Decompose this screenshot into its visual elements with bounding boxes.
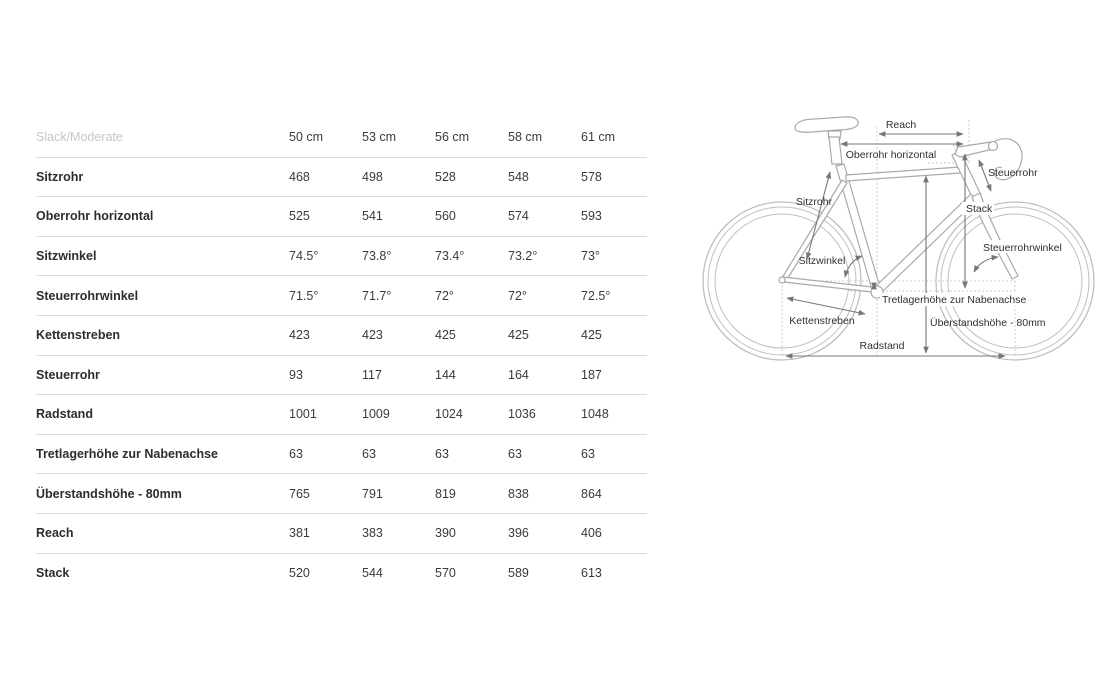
value-cell: 765: [289, 486, 310, 501]
value-cell: 406: [581, 526, 602, 541]
diagram-label-oberrohr: Oberrohr horizontal: [845, 149, 937, 161]
value-cell: 71.5°: [289, 288, 319, 303]
diagram-label-ueberstandshoehe: Überstandshöhe - 80mm: [930, 317, 1046, 329]
value-cell: 525: [289, 209, 310, 224]
value-cell: 578: [581, 169, 602, 184]
diagram-label-tretlagerhoehe: Tretlagerhöhe zur Nabenachse: [882, 294, 1027, 306]
row-label: Steuerrohr: [36, 367, 100, 382]
table-row: [36, 395, 647, 435]
value-cell: 425: [581, 328, 602, 343]
diagram-label-steuerrohr: Steuerrohr: [988, 167, 1038, 179]
value-cell: 593: [581, 209, 602, 224]
diagram-label-steuerrohrwinkel: Steuerrohrwinkel: [983, 242, 1062, 254]
table-row: [36, 276, 647, 316]
value-cell: 381: [289, 526, 310, 541]
value-cell: 144: [435, 367, 456, 382]
table-row: [36, 237, 647, 277]
row-label: Überstandshöhe - 80mm: [36, 486, 182, 501]
table-row: [36, 474, 647, 514]
column-header-58cm: 58 cm: [508, 130, 543, 145]
value-cell: 548: [508, 169, 529, 184]
value-cell: 613: [581, 566, 602, 581]
value-cell: 560: [435, 209, 456, 224]
value-cell: 71.7°: [362, 288, 392, 303]
table-row: [36, 158, 647, 198]
value-cell: 72°: [508, 288, 527, 303]
value-cell: 74.5°: [289, 249, 319, 264]
value-cell: 72.5°: [581, 288, 611, 303]
chain-stay-icon: [783, 277, 872, 292]
seatpost-icon: [829, 137, 842, 164]
value-cell: 396: [508, 526, 529, 541]
value-cell: 117: [362, 367, 382, 382]
value-cell: 63: [435, 447, 449, 462]
value-cell: 63: [362, 447, 376, 462]
value-cell: 73.4°: [435, 249, 465, 264]
steuerrohrwinkel-arc: [974, 257, 998, 272]
column-header-61cm: 61 cm: [581, 130, 616, 145]
value-cell: 468: [289, 169, 310, 184]
value-cell: 164: [508, 367, 529, 382]
value-cell: 383: [362, 526, 383, 541]
value-cell: 498: [362, 169, 383, 184]
value-cell: 838: [508, 486, 529, 501]
table-row: [36, 197, 647, 237]
value-cell: 425: [508, 328, 529, 343]
head-tube-icon: [952, 151, 981, 199]
value-cell: 541: [362, 209, 383, 224]
value-cell: 73.2°: [508, 249, 538, 264]
value-cell: 1001: [289, 407, 317, 422]
value-cell: 73.8°: [362, 249, 392, 264]
value-cell: 570: [435, 566, 456, 581]
row-label: Stack: [36, 566, 70, 581]
table-row: [36, 514, 647, 554]
value-cell: 589: [508, 566, 529, 581]
diagram-label-radstand: Radstand: [859, 340, 905, 352]
value-cell: 93: [289, 367, 303, 382]
value-cell: 63: [581, 447, 595, 462]
table-row: [36, 554, 647, 594]
label-backgrounds: [880, 202, 1061, 306]
value-cell: 73°: [581, 249, 600, 264]
row-label: Sitzwinkel: [36, 249, 97, 264]
saddle-icon: [795, 117, 858, 132]
value-cell: 1024: [435, 407, 463, 422]
value-cell: 187: [581, 367, 602, 382]
value-cell: 520: [289, 566, 310, 581]
value-cell: 864: [581, 486, 602, 501]
row-label: Radstand: [36, 407, 93, 422]
value-cell: 1009: [362, 407, 390, 422]
value-cell: 528: [435, 169, 456, 184]
diagram-label-sitzwinkel: Sitzwinkel: [798, 255, 846, 267]
value-cell: 63: [508, 447, 522, 462]
value-cell: 63: [289, 447, 303, 462]
table-corner-label: Slack/Moderate: [36, 130, 123, 145]
value-cell: 791: [362, 486, 383, 501]
geometry-table: [36, 118, 647, 593]
diagram-label-stack: Stack: [966, 203, 993, 215]
top-tube-icon: [846, 167, 960, 181]
value-cell: 1036: [508, 407, 536, 422]
table-header-row: [36, 118, 647, 158]
diagram-label-sitzrohr: Sitzrohr: [795, 196, 833, 208]
value-cell: 423: [362, 328, 383, 343]
table-row: [36, 435, 647, 475]
value-cell: 574: [508, 209, 529, 224]
table-row: [36, 356, 647, 396]
bar-clamp-icon: [989, 142, 998, 151]
rear-dropout-icon: [779, 277, 785, 283]
value-cell: 425: [435, 328, 456, 343]
row-label: Sitzrohr: [36, 169, 84, 184]
table-row: [36, 316, 647, 356]
value-cell: 819: [435, 486, 456, 501]
value-cell: 544: [362, 566, 383, 581]
row-label: Reach: [36, 526, 74, 541]
row-label: Oberrohr horizontal: [36, 209, 154, 224]
diagram-label-reach: Reach: [885, 119, 917, 131]
diagram-label-kettenstreben: Kettenstreben: [789, 315, 855, 327]
row-label: Steuerrohrwinkel: [36, 288, 139, 303]
column-header-56cm: 56 cm: [435, 130, 470, 145]
row-label: Kettenstreben: [36, 328, 121, 343]
value-cell: 390: [435, 526, 456, 541]
column-header-53cm: 53 cm: [362, 130, 397, 145]
column-header-50cm: 50 cm: [289, 130, 324, 145]
value-cell: 72°: [435, 288, 454, 303]
bike-geometry-diagram: [690, 100, 1110, 390]
row-label: Tretlagerhöhe zur Nabenachse: [36, 447, 219, 462]
value-cell: 1048: [581, 407, 609, 422]
value-cell: 423: [289, 328, 310, 343]
